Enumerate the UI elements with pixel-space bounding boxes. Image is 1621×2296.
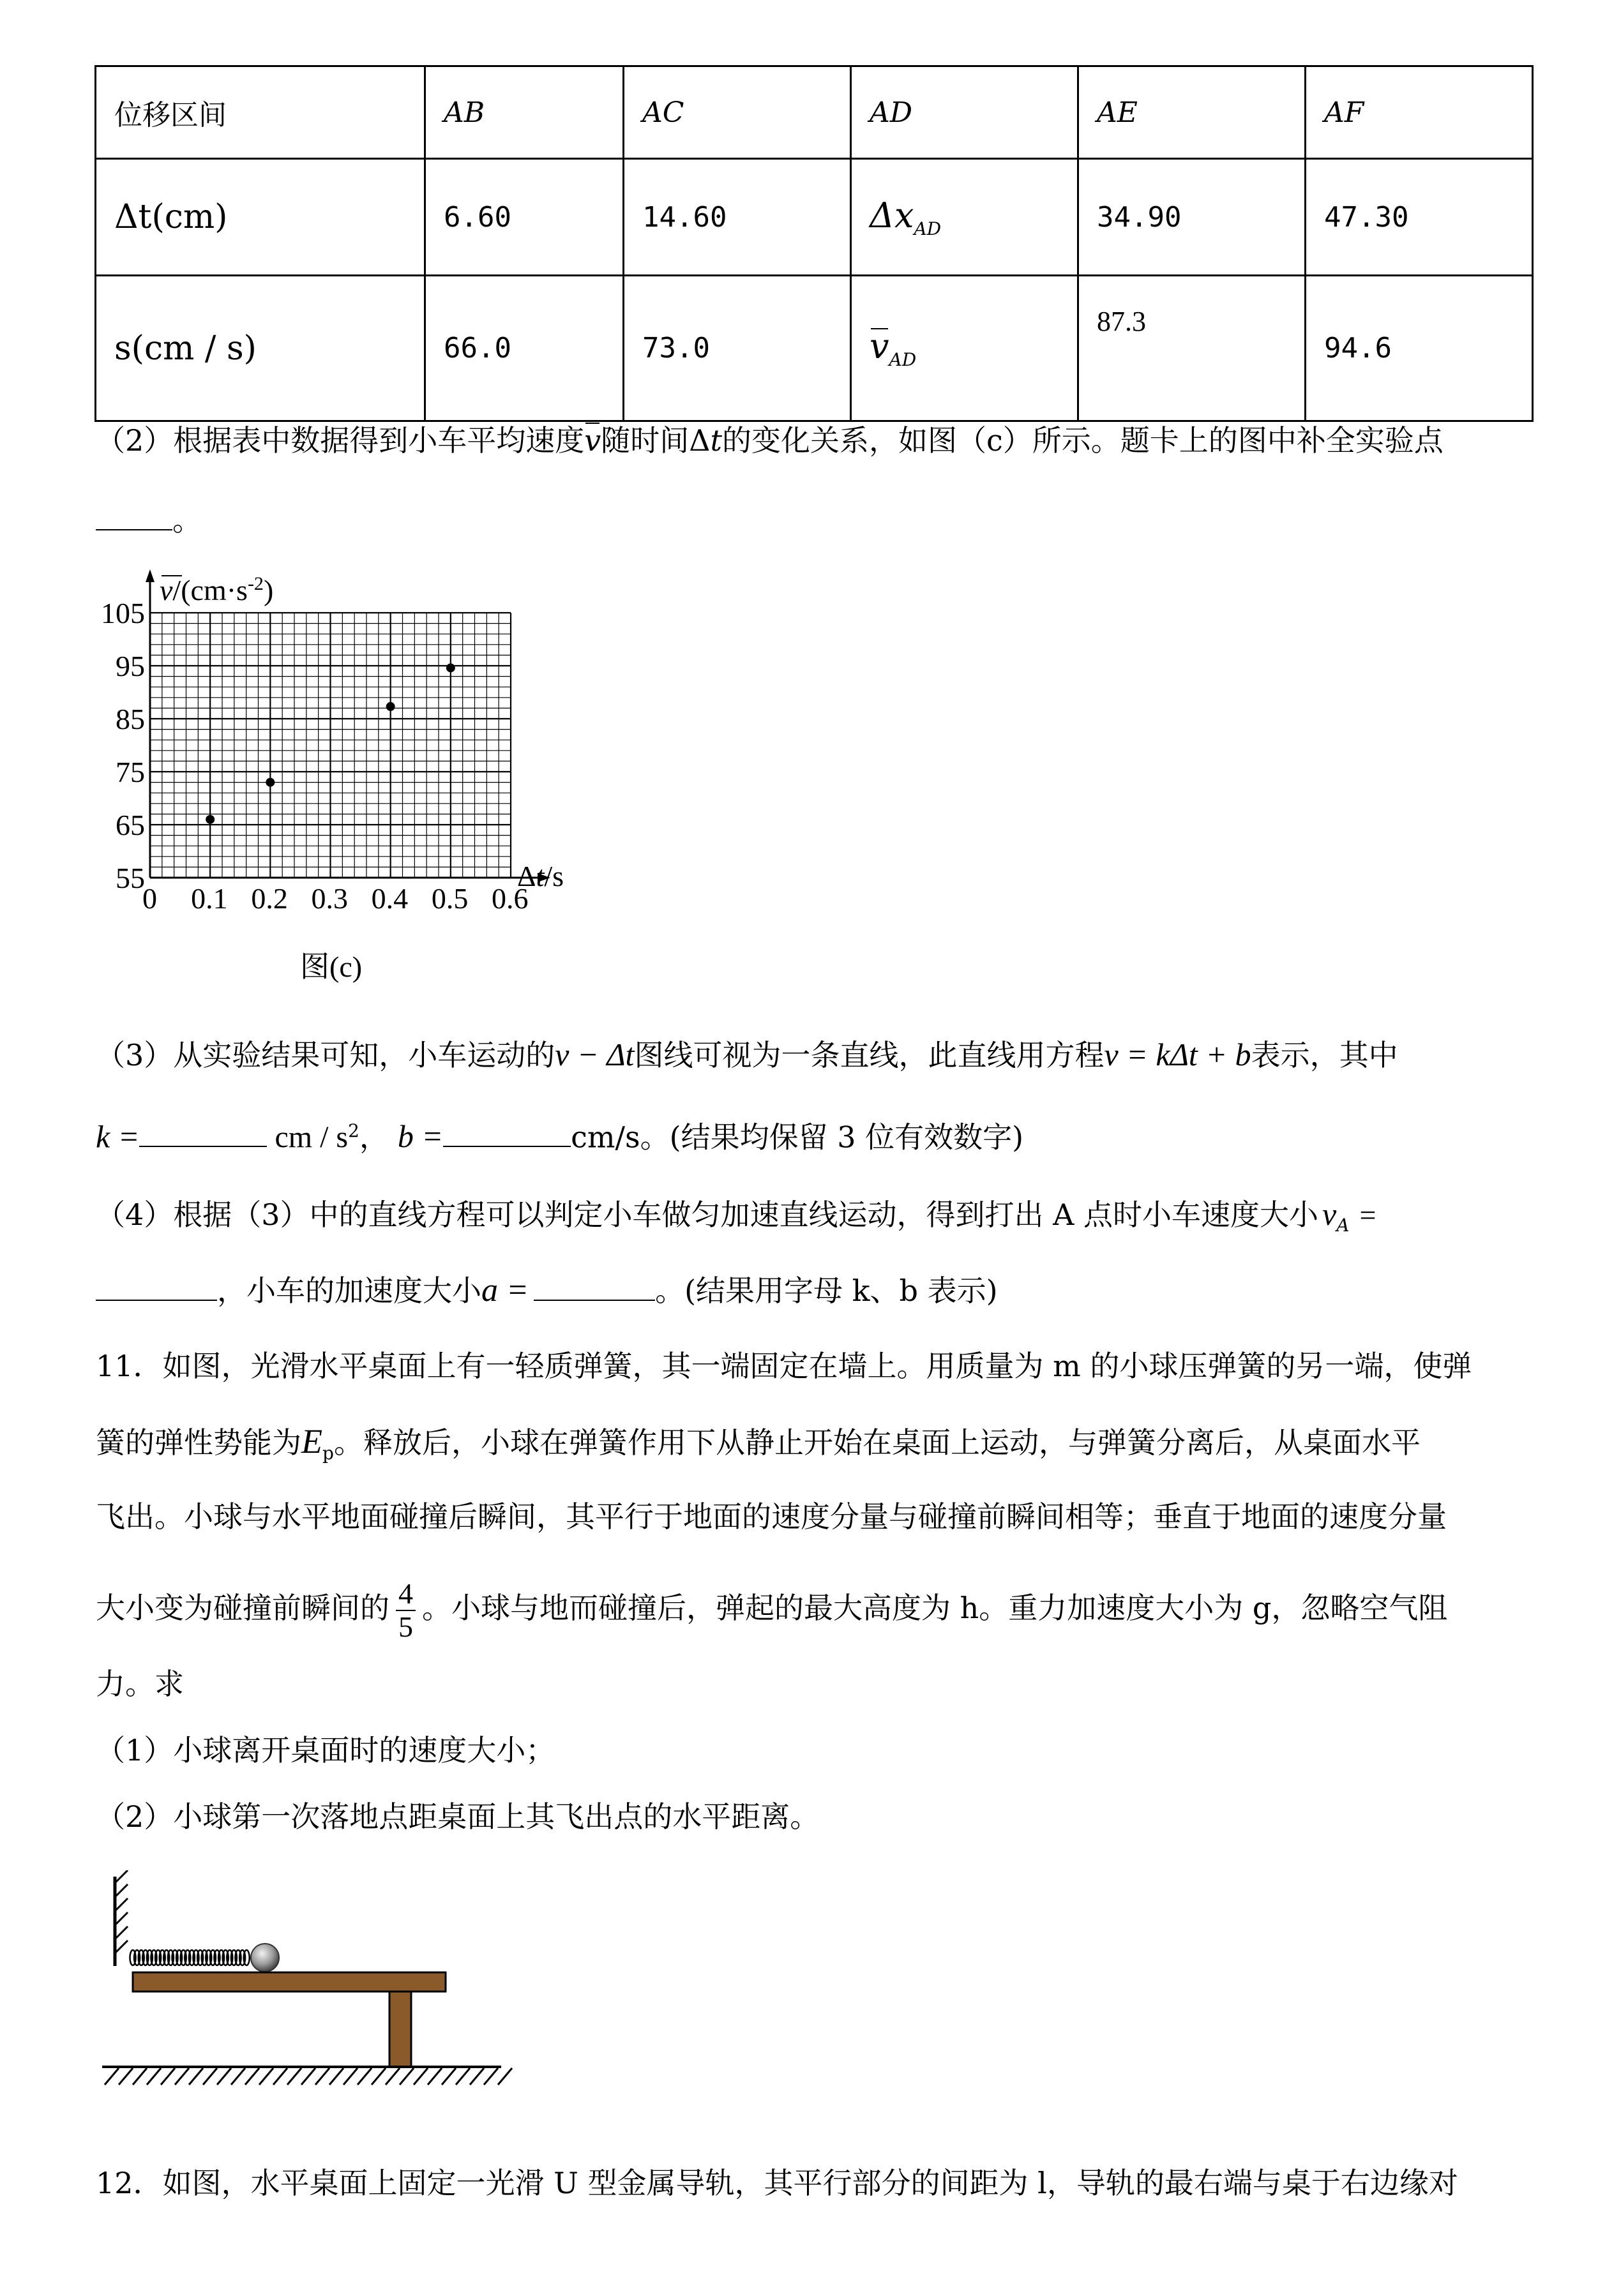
data-table xyxy=(94,65,1534,422)
q10-3-line1 xyxy=(96,1035,1398,1074)
q11-line7: （2）小球第一次落地点距桌面上其飞出点的水平距离。 xyxy=(96,1799,820,1834)
text: 。(结果用字母 k、b 表示) xyxy=(655,1273,998,1308)
table-cell: 34.90 xyxy=(1078,159,1306,276)
table-cell: 87.3 xyxy=(1078,276,1306,421)
row-label-text: s(cm / s) xyxy=(114,329,257,368)
v-symbol: v xyxy=(870,326,889,367)
Ep-subscript: p xyxy=(322,1443,334,1464)
table-row xyxy=(96,66,1533,159)
q10-4-line2 xyxy=(96,1272,998,1310)
y-tick-label: 55 xyxy=(116,862,145,894)
v-dt-expr: v − Δt xyxy=(555,1037,635,1072)
k-unit: cm / s xyxy=(275,1120,349,1155)
ground-hatching xyxy=(105,2068,512,2085)
col-header: AE xyxy=(1078,66,1306,159)
table-cell: 73.0 xyxy=(624,276,851,421)
y-axis-label-unit: /(cm·s xyxy=(172,574,248,606)
chart-caption: 图(c) xyxy=(300,950,363,983)
table-cell-dx-ad xyxy=(851,159,1078,276)
text: ，小车的加速度大小 xyxy=(217,1273,481,1308)
y-tick-label: 75 xyxy=(116,756,145,788)
fraction xyxy=(396,1578,416,1643)
ball xyxy=(251,1944,279,1972)
row-label-text: Δt(cm) xyxy=(114,198,228,236)
equals: = xyxy=(1359,1199,1376,1231)
fraction-denominator: 5 xyxy=(398,1610,413,1643)
q11-line1: 11．如图，光滑水平桌面上有一轻质弹簧，其一端固定在墙上。用质量为 m 的小球压弹簧的另一端，使弹 xyxy=(96,1349,1472,1383)
b-label: b = xyxy=(397,1118,444,1155)
x-tick-label: 0 xyxy=(142,882,157,915)
q11-line4 xyxy=(96,1578,1447,1643)
q10-2-line1 xyxy=(96,421,1444,460)
text: （4）根据（3）中的直线方程可以判定小车做匀加速直线运动，得到打出 A 点时小车速度大小 xyxy=(96,1197,1318,1232)
table-row xyxy=(96,276,1533,421)
data-point xyxy=(266,778,275,787)
text: （2）根据表中数据得到小车平均速度 xyxy=(96,423,585,458)
chart-grid xyxy=(150,613,511,878)
dx-symbol: Δx xyxy=(870,195,914,236)
spring xyxy=(130,1950,250,1965)
data-point xyxy=(206,815,215,824)
table-top xyxy=(133,1972,446,1992)
x-tick-label: 0.5 xyxy=(431,882,469,915)
q11-line2 xyxy=(96,1422,1421,1473)
y-tick-label: 85 xyxy=(116,703,145,735)
q10-4-line1 xyxy=(96,1195,1376,1245)
text: 。小球与地而碰撞后，弹起的最大高度为 h。重力加速度大小为 g，忽略空气阻 xyxy=(422,1591,1448,1625)
q12-line1: 12．如图，水平桌面上固定一光滑 U 型金属导轨，其平行部分的间距为 l，导轨的最右端与桌于右边缘对 xyxy=(96,2166,1458,2200)
scatter-chart xyxy=(96,562,594,996)
text: 簧的弹性势能为 xyxy=(96,1425,301,1460)
y-tick-label: 95 xyxy=(116,650,145,682)
table-cell: 66.0 xyxy=(425,276,624,421)
x-tick-label: 0.1 xyxy=(191,882,228,915)
data-point xyxy=(386,702,395,711)
wall-hatching xyxy=(115,1870,128,1953)
table-cell: 14.60 xyxy=(624,159,851,276)
dx-subscript: AD xyxy=(914,218,942,239)
y-tick-label: 65 xyxy=(116,809,145,841)
b-unit: cm/s。(结果均保留 3 位有效数字) xyxy=(571,1120,1024,1155)
spring-ball-figure xyxy=(96,1870,517,2087)
vA-subscript: A xyxy=(1336,1215,1350,1236)
table-cell-v-ad xyxy=(851,276,1078,421)
y-axis-label-sup: -2 xyxy=(247,573,264,594)
table-row xyxy=(96,159,1533,276)
table-cell: 94.6 xyxy=(1306,276,1533,421)
v-bar: v xyxy=(584,421,601,460)
x-tick-label: 0.2 xyxy=(251,882,288,915)
a-label: a = xyxy=(481,1272,529,1309)
row-label-v xyxy=(96,276,425,421)
col-header: AB xyxy=(425,66,624,159)
q10-2-line2 xyxy=(96,501,202,539)
col-header: AF xyxy=(1306,66,1533,159)
x-tick-label: 0.6 xyxy=(492,882,529,915)
text: （3）从实验结果可知，小车运动的 xyxy=(96,1038,555,1072)
q11-line5: 力。求 xyxy=(96,1667,184,1701)
q10-3-line2: k = cm / $s^2$， b = cm/s。(结果均保留 3 位有效数字) xyxy=(96,1118,1024,1155)
x-axis-label xyxy=(517,860,564,892)
text: 。释放后，小球在弹簧作用下从静止开始在桌面上运动，与弹簧分离后，从桌面水平 xyxy=(333,1425,1421,1460)
a-answer-blank[interactable] xyxy=(534,1272,655,1301)
q11-line6: （1）小球离开桌面时的速度大小； xyxy=(96,1733,555,1767)
col-header: AD xyxy=(851,66,1078,159)
k-unit-sup: 2 xyxy=(348,1120,359,1141)
table-cell: 6.60 xyxy=(425,159,624,276)
fraction-numerator: 4 xyxy=(396,1578,416,1611)
table-cell: 47.30 xyxy=(1306,159,1533,276)
row-label-dt xyxy=(96,159,425,276)
text: 随时间Δ xyxy=(601,423,711,458)
line-equation: v = kΔt + b xyxy=(1104,1037,1251,1072)
text: 图线可视为一条直线，此直线用方程 xyxy=(634,1038,1105,1072)
data-point xyxy=(446,663,455,672)
v-subscript: AD xyxy=(889,349,917,370)
x-axis-label-delta: Δ xyxy=(517,860,536,892)
y-axis-label-close: ) xyxy=(263,574,274,606)
text: 表示，其中 xyxy=(1251,1038,1398,1072)
vA-answer-blank[interactable] xyxy=(96,1272,217,1301)
vA-symbol: v xyxy=(1322,1196,1337,1232)
x-tick-label: 0.4 xyxy=(371,882,409,915)
b-answer-blank[interactable] xyxy=(443,1118,571,1147)
text: 。 xyxy=(172,503,202,537)
Ep-symbol: E xyxy=(301,1422,322,1460)
text: 的变化关系，如图（c）所示。题卡上的图中补全实验点 xyxy=(722,423,1444,458)
col-header: AC xyxy=(624,66,851,159)
x-axis-label-unit: /s xyxy=(544,860,564,892)
row-label: 位移区间 xyxy=(96,66,425,159)
table-leg xyxy=(389,1992,411,2067)
answer-blank[interactable] xyxy=(96,501,172,530)
k-label: k = xyxy=(96,1118,140,1155)
y-axis-label xyxy=(160,573,273,606)
q11-line3: 飞出。小球与水平地面碰撞后瞬间，其平行于地面的速度分量与碰撞前瞬间相等；垂直于地面的速度分量 xyxy=(96,1499,1447,1534)
t: t xyxy=(710,423,723,458)
x-tick-label: 0.3 xyxy=(311,882,348,915)
text: 大小变为碰撞前瞬间的 xyxy=(96,1591,389,1625)
y-axis-arrow xyxy=(146,569,155,582)
y-axis-label-v: v xyxy=(160,574,173,606)
k-answer-blank[interactable] xyxy=(139,1118,267,1147)
y-tick-label: 105 xyxy=(101,597,145,629)
x-axis-label-t: t xyxy=(536,860,545,892)
